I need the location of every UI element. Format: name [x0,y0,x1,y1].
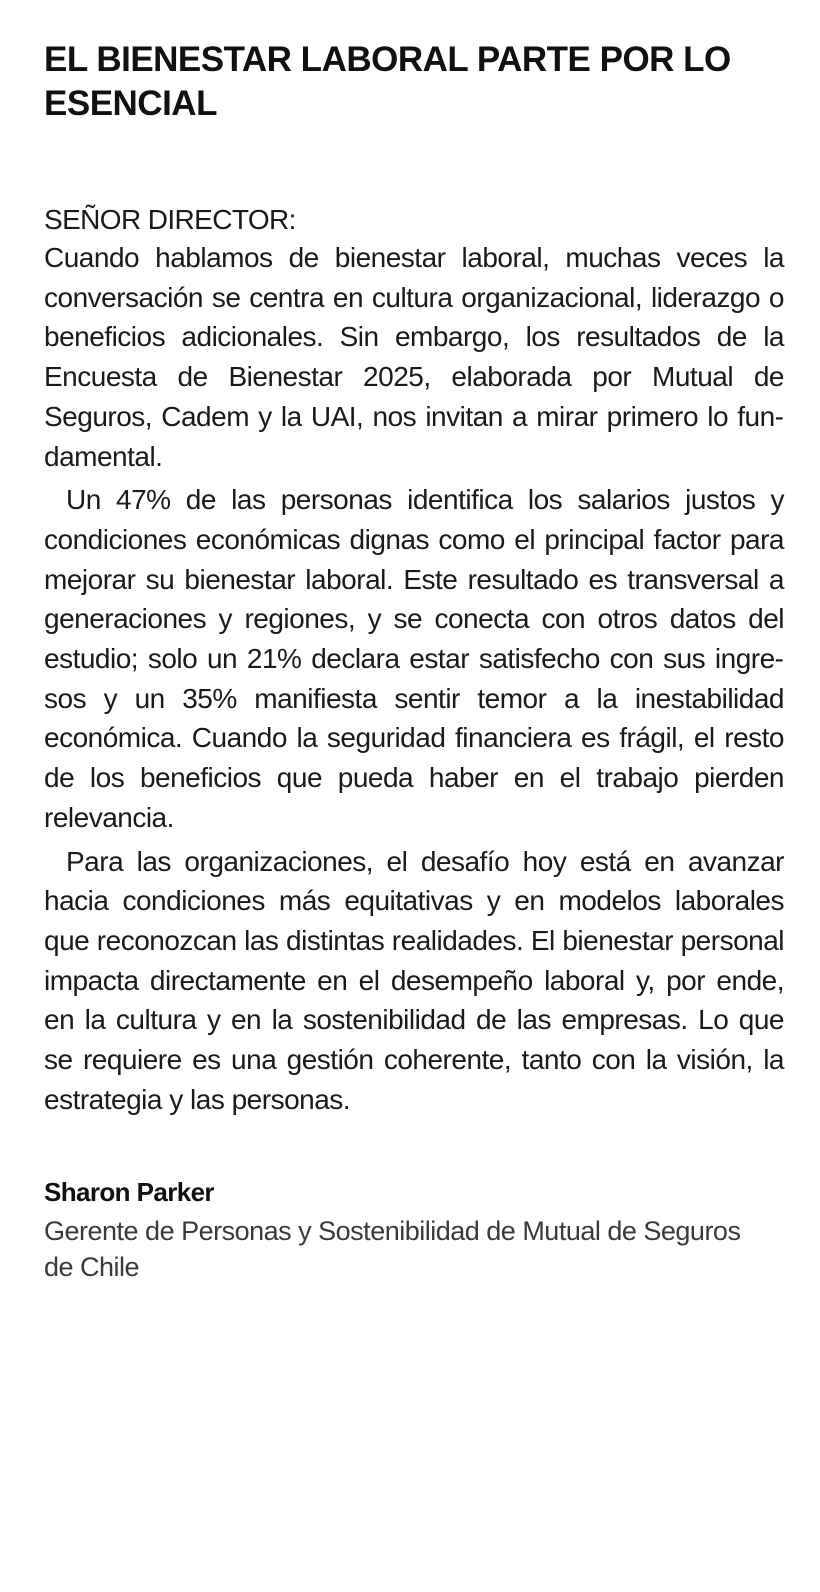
letter-body [44,238,784,1119]
paragraph-2: Un 47% de las personas identifica los salarios justos y condiciones económicas dignas como el principal factor para mejorar su bienestar laboral. Este resultado es transversal a generaciones y regiones, y se conecta con otros datos del estudio; solo un 21% declara estar satisfecho con sus ingresos y un 35% manifiesta sentir temor a la inestabilidad económica. Cuando la seguridad financiera es frágil, el resto de los beneficios que pueda haber en el trabajo pierden relevancia. [44,484,784,833]
headline: EL BIENESTAR LABORAL PARTE POR LO ESENCIAL [44,40,731,123]
signer-name: Sharon Parker [44,1177,214,1208]
paragraph-3: Para las organizaciones, el desafío hoy está en avanzar hacia condiciones más equitativas y en modelos laborales que reconozcan las distintas realidades. El bienestar personal impacta directamente en el desempeño laboral y, por ende, en la cultura y en la sostenibilidad de las empresas. Lo que se requiere es una gestión coherente, tanto con la visión, la estrategia y las personas. [44,845,784,1115]
salutation: SEÑOR DIRECTOR: [44,204,296,235]
letter-to-editor [44,38,784,1285]
paragraph-1: Cuando hablamos de bienestar laboral, muchas veces la conversación se centra en cultura organizacional, liderazgo o beneficios adicionales. Sin embargo, los resultados de la Encuesta de Bienestar 2025, elaborada por Mutual de Seguros, Cadem y la UAI, nos invitan a mirar primero lo fundamental. [44,242,784,472]
signer-title: Gerente de Personas y Sostenibilidad de Mutual de Seguros de Chile [44,1216,741,1283]
signature-block [44,1175,784,1285]
